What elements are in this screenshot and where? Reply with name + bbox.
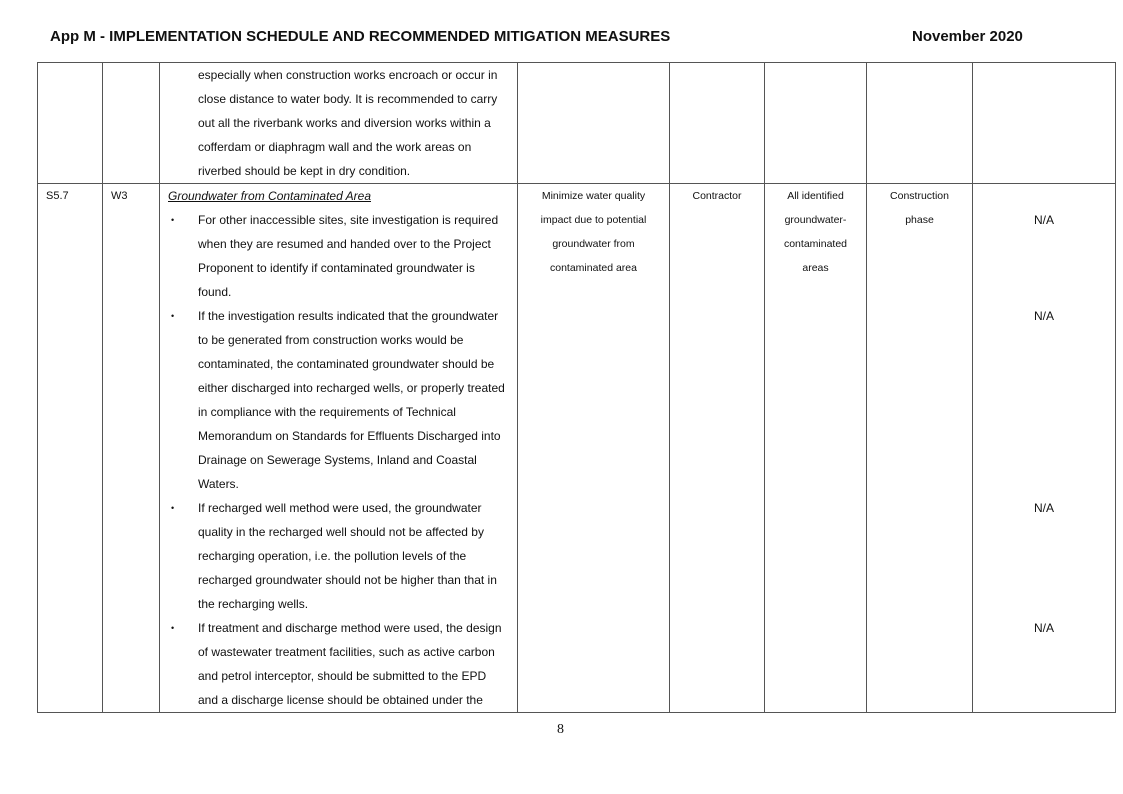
measure-cell — [160, 184, 518, 713]
text-line: If treatment and discharge method were used, the design — [198, 621, 502, 635]
text-line: Waters. — [198, 477, 239, 491]
timing-line: Construction — [890, 190, 949, 202]
text-line: the recharging wells. — [198, 597, 309, 611]
bullet-icon: • — [171, 215, 175, 225]
text-line: riverbed should be kept in dry condition. — [198, 164, 411, 178]
agent-cell — [670, 184, 765, 713]
status-cell — [973, 184, 1116, 713]
text-line: found. — [198, 285, 232, 299]
objective-cell — [518, 63, 670, 184]
timing-cell — [867, 63, 973, 184]
bullet-item — [160, 496, 517, 616]
table-row-s57 — [38, 184, 1116, 713]
text-line: recharged groundwater should not be higher than that in — [198, 573, 497, 587]
agent-cell — [670, 63, 765, 184]
measure-heading: Groundwater from Contaminated Area — [168, 189, 371, 203]
objective-cell — [518, 184, 670, 713]
id-cell — [103, 184, 160, 713]
location-line: groundwater- — [784, 214, 847, 226]
id-cell — [103, 63, 160, 184]
text-line: close distance to water body. It is recommended to carry — [198, 92, 498, 106]
document-date: November 2020 — [912, 28, 1023, 45]
mitigation-table — [37, 62, 1116, 713]
objective-line: groundwater from — [552, 238, 635, 250]
ref-value: S5.7 — [46, 190, 69, 202]
text-line: contaminated, the contaminated groundwater should be — [198, 357, 495, 371]
text-line: of wastewater treatment facilities, such as active carbon — [198, 645, 495, 659]
status-cell — [973, 63, 1116, 184]
text-line: quality in the recharged well should not be affected by — [198, 525, 484, 539]
text-line: Memorandum on Standards for Effluents Discharged into — [198, 429, 501, 443]
location-line: All identified — [787, 190, 844, 202]
table-row-continued — [38, 63, 1116, 184]
objective-line: Minimize water quality — [541, 190, 646, 202]
page-number: 8 — [557, 722, 564, 737]
agent-value: Contractor — [692, 190, 742, 202]
text-line: when they are resumed and handed over to the Project — [198, 237, 491, 251]
timing-cell — [867, 184, 973, 713]
text-line: cofferdam or diaphragm wall and the work areas on — [198, 140, 472, 154]
status-value: N/A — [1033, 621, 1054, 635]
bullet-icon: • — [171, 311, 175, 321]
bullet-item — [160, 616, 517, 712]
status-value: N/A — [1033, 309, 1054, 323]
text-line: Drainage on Sewerage Systems, Inland and Coastal — [198, 453, 477, 467]
text-line: especially when construction works encroach or occur in — [198, 68, 498, 82]
objective-line: impact due to potential — [540, 214, 647, 226]
text-line: in compliance with the requirements of Technical — [198, 405, 456, 419]
text-line: If recharged well method were used, the groundwater — [198, 501, 482, 515]
text-line: and a discharge license should be obtained under the — [198, 693, 483, 707]
document-title: App M - IMPLEMENTATION SCHEDULE AND RECOMMENDED MITIGATION MEASURES — [50, 28, 671, 45]
text-line: out all the riverbank works and diversion works within a — [198, 116, 491, 130]
text-line: and petrol interceptor, should be submitted to the EPD — [198, 669, 487, 683]
timing-line: phase — [905, 214, 934, 226]
text-line: recharging operation, i.e. the pollution levels of the — [198, 549, 467, 563]
location-line: areas — [802, 262, 829, 274]
bullet-item — [160, 208, 517, 304]
ref-cell — [38, 63, 103, 184]
status-value: N/A — [1033, 213, 1054, 227]
ref-cell — [38, 184, 103, 713]
text-line: If the investigation results indicated that the groundwater — [198, 309, 499, 323]
text-line: either discharged into recharged wells, or properly treated — [198, 381, 505, 395]
text-line: For other inaccessible sites, site investigation is required — [198, 213, 499, 227]
text-line: to be generated from construction works would be — [198, 333, 464, 347]
location-cell — [765, 63, 867, 184]
bullet-icon: • — [171, 623, 175, 633]
id-value: W3 — [111, 190, 128, 202]
measure-cell — [160, 63, 518, 184]
status-value: N/A — [1033, 501, 1054, 515]
bullet-icon: • — [171, 503, 175, 513]
objective-line: contaminated area — [550, 262, 637, 274]
location-cell — [765, 184, 867, 713]
bullet-item — [160, 304, 517, 496]
text-line: Proponent to identify if contaminated groundwater is — [198, 261, 475, 275]
location-line: contaminated — [783, 238, 848, 250]
